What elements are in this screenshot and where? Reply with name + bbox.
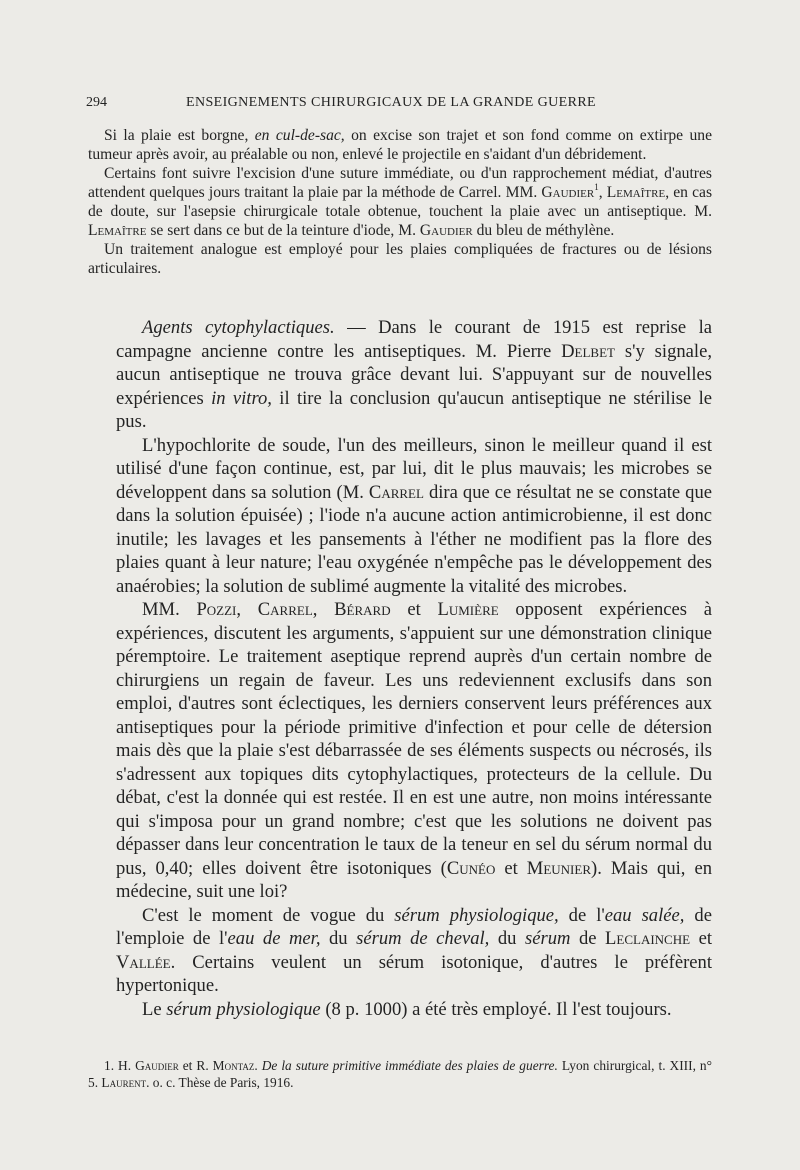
- page-header: [86, 95, 712, 115]
- paragraph-cytophylactic-agents: Agents cytophylactiques. — Dans le courant de 1915 est reprise la campagne ancienne contre les antiseptiques. M. Pierre Delbet s'y signale, aucun antiseptique ne trouva grâce devant lui. S'appuyant sur de nouvelles expériences in vitro, il tire la conclusion qu'aucun antiseptique ne stérilise le pus.: [116, 317, 712, 432]
- paragraph-blind-wound: Si la plaie est borgne, en cul-de-sac, on excise son trajet et son fond comme on extirpe une tumeur après avoir, au préalable ou non, enlevé le projectile en s'aidant d'un débridement.: [88, 127, 713, 163]
- running-title: ENSEIGNEMENTS CHIRURGICAUX DE LA GRANDE GUERRE: [186, 95, 597, 110]
- paragraph-physiological-serum: Le sérum physiologique (8 p. 1000) a été très employé. Il l'est toujours.: [142, 998, 672, 1020]
- paragraph-hypochlorite: L'hypochlorite de soude, l'un des meilleurs, sinon le meilleur quand il est utilisé d'une façon continue, est, par lui, dit le plus mauvais; les microbes se développent dans sa solution (M. Carrel dira que ce résultat ne se constate que dans la solution épuisée) ; l'iode n'a aucune action antimicrobienne, il est donc inutile; les lavages et les pansements à l'éther ne modifient pas la flore des plaies quant à leur nature; l'eau oxygénée n'empêche pas le développement des anaérobies; la solution de sublimé augmente la vitalité des microbes.: [116, 434, 713, 597]
- footnote-number: 1.: [104, 1058, 115, 1073]
- footnote: [88, 1058, 712, 1091]
- page-number: 294: [86, 95, 107, 110]
- paragraph-debate: MM. Pozzi, Carrel, Bérard et Lumière opposent expériences à expériences, discutent les arguments, s'appuient sur une démonstration clinique péremptoire. Le traitement aseptique reprend auprès d'un certain nombre de chirurgiens un regain de faveur. Les uns redeviennent exclusifs dans son emploi, d'autres sont éclectiques, les derniers conservent leurs préférences aux antiseptiques pour la période primitive d'infection et pour celle de détersion mais dès que la plaie s'est débarrassée de ses éléments suspects ou nécrosés, ils s'adressent aux topiques dits cytophylactiques, protecteurs de la cellule. Du débat, c'est la donnée qui est restée. Il en est une autre, non moins intéressante qui s'imposa pour un grand nombre; c'est que les solutions ne doivent pas dépasser dans leur concentration le taux de la teneur en sel du sérum normal du pus, 0,40; elles doivent être isotoniques (Cunéo et Meunier). Mais qui, en médecine, suit une loi?: [116, 599, 713, 902]
- main-text-block: [116, 316, 712, 1021]
- paragraph-serum-vogue: C'est le moment de vogue du sérum physiologique, de l'eau salée, de l'emploie de l'eau de mer, du sérum de cheval, du sérum de Leclainche et Vallée. Certains veulent un sérum isotonique, d'autres le préfèrent hypertonique.: [116, 904, 713, 996]
- footnote-ref: 1: [594, 182, 599, 192]
- section-title: Agents cytophylactiques.: [142, 317, 335, 338]
- small-print-block: [88, 126, 712, 278]
- paragraph-fractures: Un traitement analogue est employé pour les plaies compliquées de fractures ou de lésions articulaires.: [88, 241, 712, 277]
- paragraph-suture: Certains font suivre l'excision d'une suture immédiate, ou d'un rapprochement médiat, d'autres attendent quelques jours traitant la plaie par la méthode de Carrel. MM. Gaudier$^1$, Lemaître, en cas de doute, sur l'asepsie chirurgicale totale obtenue, touchent la plaie avec un antiseptique. M. Lemaître se sert dans ce but de la teinture d'iode, M. Gaudier du bleu de méthylène.: [88, 165, 713, 239]
- footnote-1: 1. H. Gaudier et R. Montaz. De la suture primitive immédiate des plaies de guerre. Lyon chirurgical, t. XIII, n° 5. Laurent. o. c. Thèse de Paris, 1916.: [88, 1058, 712, 1090]
